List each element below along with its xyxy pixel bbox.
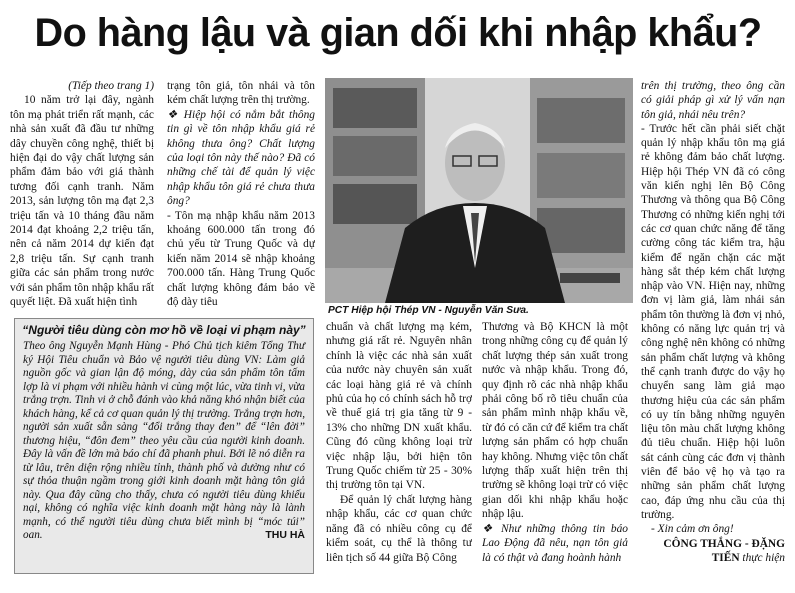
interview-question-2: trên thị trường, theo ông cần có giải pháp gì xử lý vấn nạn tôn giả, nhái nêu trên? [641,80,785,121]
sidebar-text: Theo ông Nguyễn Mạnh Hùng - Phó Chủ tịch kiêm Tổng Thư ký Hội Tiêu chuẩn và Bảo vệ người tiêu dùng VN: Làm giả nguồn gốc và gian lận độ móng, dày của sản phẩm tôn tấm lợp là vi phạm với nhiều hành vi cùng một lúc, vừa tinh vi, vừa trắng trợn. Tinh vi ở chỗ đánh vào khả năng khó nhận biết của khách hàng, kể cả cơ quan quản lý thị trường. Trắng trợn hơn, người sản xuất sẵn sàng “đổi trắng thay đen” để “lên đời” thương hiệu, “đôn đem” theo yêu cầu của người kinh doanh. Đây là vấn đề lớn mà báo chí đã phanh phui. Bởi lẽ nó diễn ra từ lâu, trên diện rộng nhiều tỉnh, thành phố và dường như có sự thỏa thuận ngầm trong giới kinh doanh mặt hàng tôn giả này. Qua đây cũng cho thấy, chưa có người tiêu dùng khiếu nại, không có nghĩa việc kinh doanh mặt hàng này là lành mạnh, có thể người tiêu dùng chưa biết mình bị “móc túi” oan. [23,340,305,541]
column-2 [167,79,315,311]
column-1 [10,79,154,311]
byline [641,537,785,566]
interview-question-3: ❖ Như những thông tin báo Lao Động đã nêu, nạn tôn giả là có thật và đang hoành hành [482,522,628,564]
sidebar-body [15,340,313,543]
interview-photo [325,78,633,303]
interview-answer-1: - Tôn mạ nhập khẩu năm 2013 khoảng 600.000 tấn trong đó chủ yếu từ Trung Quốc và dự kiến năm 2014 sẽ nhập khoảng 700.000 tấn. Hàng Trung Quốc chất lượng không đảm bảo về độ dày tiêu [167,209,315,309]
column-3a-text: chuẩn và chất lượng mạ kém, nhưng giá rất rẻ. Nguyên nhân chính là việc các nhà sản xuất của nước này chuyên sản xuất các loại hàng giá rẻ và chính phủ của họ có chính sách hỗ trợ về thuế giá trị gia tăng từ 9 - 13% cho những DN xuất khẩu. Cũng đó cũng không loại trừ việc nhập lậu, bởi hiện tôn Trung Quốc chiếm từ 25 - 30% thị trường tôn tại VN. [326,321,472,492]
column-3b [482,320,628,582]
column-3b-text: Thương và Bộ KHCN là một trong những công cụ để quản lý chất lượng thép sản xuất trong nước và nhập khẩu. Trong đó, quy định rõ các nhà nhập khẩu phải công bố rõ tiêu chuẩn của sản phẩm mình nhập khẩu về, từ đó có căn cứ để kiểm tra chất lượng sản phẩm có hợp chuẩn hay không. Nhưng việc tôn chất lượng thấp xuất hiện trên thị trường sẽ không loại trừ có việc gian dối khi nhập khẩu hoặc nhập lậu. [482,321,628,521]
sidebar-title: “Người tiêu dùng còn mơ hồ về loại vi phạm này” [22,323,306,337]
closing-thanks: - Xin cảm ơn ông! [651,523,734,536]
column-3a-text-2: Để quản lý chất lượng hàng nhập khẩu, các cơ quan chức năng đã có nhiều công cụ để kiểm soát, cụ thể là thông tư liên tịch số 44 giữa Bộ Công [326,493,472,564]
byline-suffix: thực hiện [742,551,785,564]
sidebar-author: THU HÀ [265,529,305,541]
byline-names: CÔNG THẮNG - ĐẶNG TIẾN [663,537,785,564]
sidebar-box [14,318,314,574]
photo-caption: PCT Hiệp hội Thép VN - Nguyễn Văn Sưa. [328,305,529,316]
column-2-intro: trạng tôn giả, tôn nhái và tôn kém chất lượng trên thị trường. [167,80,315,107]
portrait-image [325,78,633,303]
interview-question-1: ❖ Hiệp hội có nắm bắt thông tin gì về tôn nhập khẩu giá rẻ không thưa ông? Chất lượng của loại tôn này thế nào? Đã có những chế tài để quản lý việc nhập khẩu tôn giá rẻ chưa thưa ông? [167,108,315,208]
intro-paragraph: 10 năm trở lại đây, ngành tôn mạ phát triển rất mạnh, các nhà sản xuất đã đầu tư những dây chuyền công nghệ, thiết bị hiện đại do vậy chất lượng sản phẩm đảm bảo với giá thành tương đối cạnh tranh. Năm 2013, sản lượng tôn mạ đạt 2,3 triệu tấn và 10 tháng đầu năm 2014 đạt khoảng 2,2 triệu tấn, nên cả năm 2014 dự kiến đạt 2,8 triệu tấn. Sự cạnh tranh giữa các sản phẩm trong nước với sản phẩm tôn nhập khẩu rất quyết liệt. Đã xuất hiện tình [10,94,154,309]
column-4 [641,79,785,584]
interview-answer-2: - Trước hết cần phải siết chặt quản lý nhập khẩu tôn mạ giá rẻ không đảm bảo chất lượng. Hiệp hội Thép VN đã có công văn kiến nghị lên Bộ Công Thương và thông qua Bộ Công Thương có những kiến nghị tới các cơ quan chức năng để tăng cường công tác kiểm tra, hậu kiểm để ngăn chặn các mặt hàng sắt thép kém chất lượng nhập vào VN. Hiện nay, những đơn vị làm giả, làm nhái sản phẩm tôn thường là đơn vị nhỏ, không có năng lực quản trị và công nghệ nên không có những sản phẩm chất lượng và không thể cạnh tranh được do vậy họ chuyển sang làm giả mạo thương hiệu của các sản phẩm có uy tín bằng những nguyên liệu tôn màu chất lượng không đủ tiêu chuẩn. Hiệp hội luôn sát cánh cùng các đơn vị thành viên để bảo vệ họ và tạo ra những sản phẩm chất lượng cao, đáp ứng nhu cầu của thị trường. [641,122,785,521]
continued-note: (Tiếp theo trang 1) [68,80,154,92]
column-3a [326,320,472,582]
headline: Do hàng lậu và gian dối khi nhập khẩu? [34,11,762,55]
